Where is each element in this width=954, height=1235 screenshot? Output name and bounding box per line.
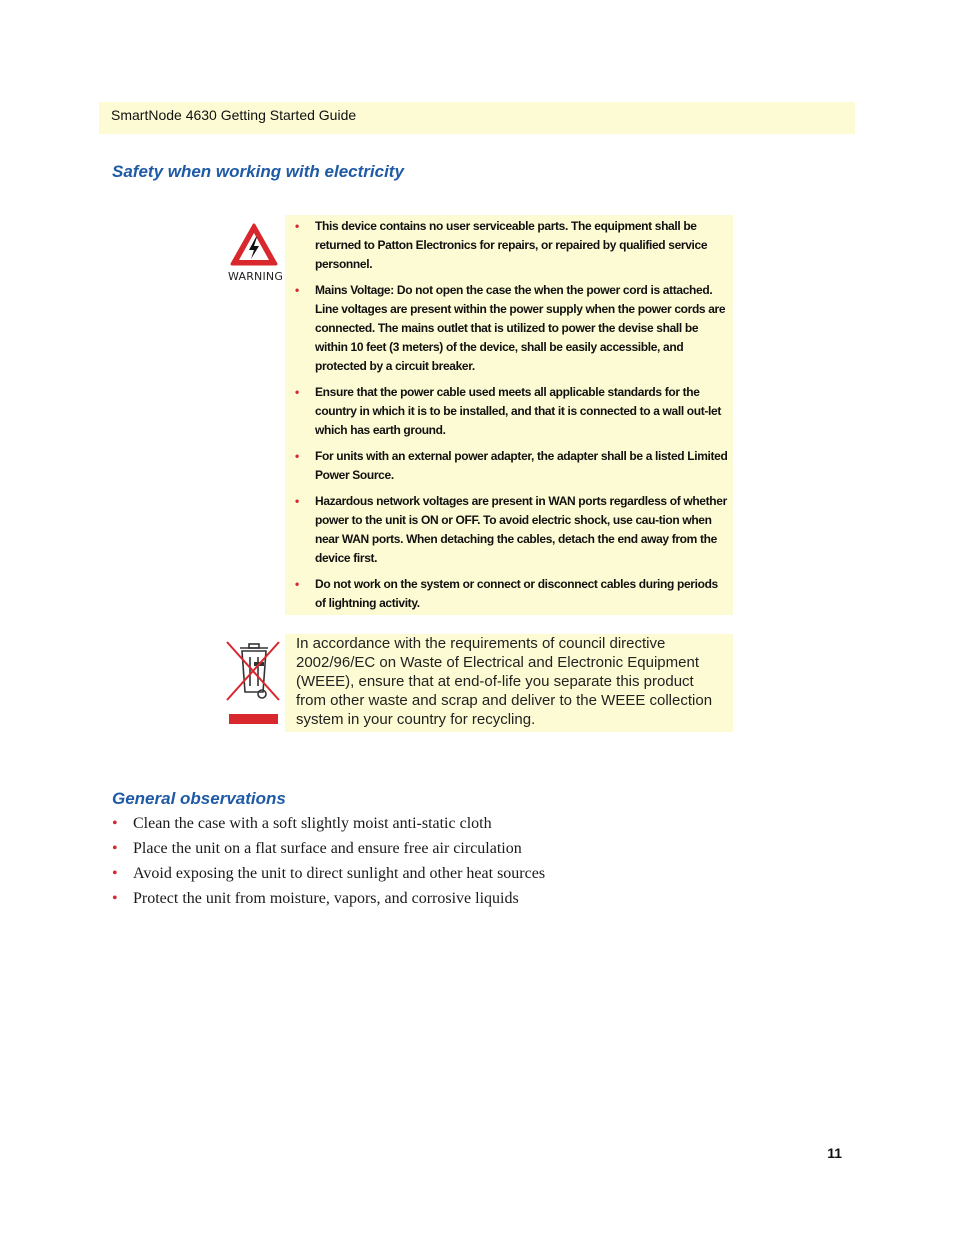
- warning-item: [295, 492, 729, 568]
- warning-item: [295, 281, 729, 376]
- weee-notice-box: [285, 634, 733, 732]
- warning-label: WARNING: [228, 270, 284, 283]
- bullet-icon: •: [112, 815, 118, 832]
- page-number: 11: [827, 1145, 842, 1161]
- list-item: [112, 836, 545, 861]
- warning-item-text: For units with an external power adapter, the adapter shall be a listed Limited Power Source.: [315, 449, 728, 482]
- bullet-icon: •: [295, 449, 299, 463]
- bullet-icon: •: [295, 577, 299, 591]
- bullet-icon: •: [295, 494, 299, 508]
- list-item: [112, 886, 545, 911]
- bullet-icon: •: [112, 840, 118, 857]
- bullet-icon: •: [295, 385, 299, 399]
- bullet-icon: •: [112, 865, 118, 882]
- observations-list: [112, 811, 545, 911]
- safety-section-title: Safety when working with electricity: [112, 162, 404, 181]
- list-item-text: Place the unit on a flat surface and ensure free air circulation: [133, 840, 522, 857]
- list-item-text: Protect the unit from moisture, vapors, and corrosive liquids: [133, 890, 519, 907]
- warning-box: [285, 215, 733, 615]
- weee-notice-text: In accordance with the requirements of council directive 2002/96/EC on Waste of Electrical and Electronic Equipment (WEEE), ensure that at end-of-life you separate this product from other waste and scrap and deliver to the WEEE collection system in your country for recycling.: [296, 635, 713, 728]
- running-header: [99, 102, 855, 134]
- warning-item-text: Do not work on the system or connect or disconnect cables during periods of lightning activity.: [315, 577, 718, 610]
- warning-item-text: Hazardous network voltages are present in WAN ports regardless of whether power to the unit is ON or OFF. To avoid electric shock, use cau-tion when near WAN ports. When detaching the cables, detach the end away from the device first.: [315, 494, 727, 565]
- bullet-icon: •: [112, 890, 118, 907]
- warning-item: [295, 217, 729, 274]
- weee-crossed-bin-icon: [224, 640, 282, 728]
- general-section-title: General observations: [112, 789, 286, 808]
- warning-item: [295, 447, 729, 485]
- bullet-icon: •: [295, 219, 299, 233]
- warning-item: [295, 575, 729, 613]
- list-item: [112, 861, 545, 886]
- warning-item: [295, 383, 729, 440]
- bullet-icon: •: [295, 283, 299, 297]
- header-title: SmartNode 4630 Getting Started Guide: [111, 107, 357, 123]
- warning-item-text: Ensure that the power cable used meets all applicable standards for the country in which it is to be installed, and that it is connected to a wall out-let which has earth ground.: [315, 385, 722, 437]
- warning-item-text: Mains Voltage: Do not open the case the when the power cord is attached. Line voltages are present within the power supply when the power cords are connected. The mains outlet that is utilized to power the devise shall be within 10 feet (3 meters) of the device, shall be easily accessible, and protected by a circuit breaker.: [315, 283, 726, 373]
- warning-item-text: This device contains no user serviceable parts. The equipment shall be returned to Patton Electronics for repairs, or repaired by qualified service personnel.: [315, 219, 708, 271]
- warning-icon: [228, 222, 284, 286]
- list-item-text: Avoid exposing the unit to direct sunlight and other heat sources: [133, 865, 546, 882]
- list-item: [112, 811, 545, 836]
- list-item-text: Clean the case with a soft slightly moist anti-static cloth: [133, 815, 492, 832]
- warning-list: [295, 217, 729, 613]
